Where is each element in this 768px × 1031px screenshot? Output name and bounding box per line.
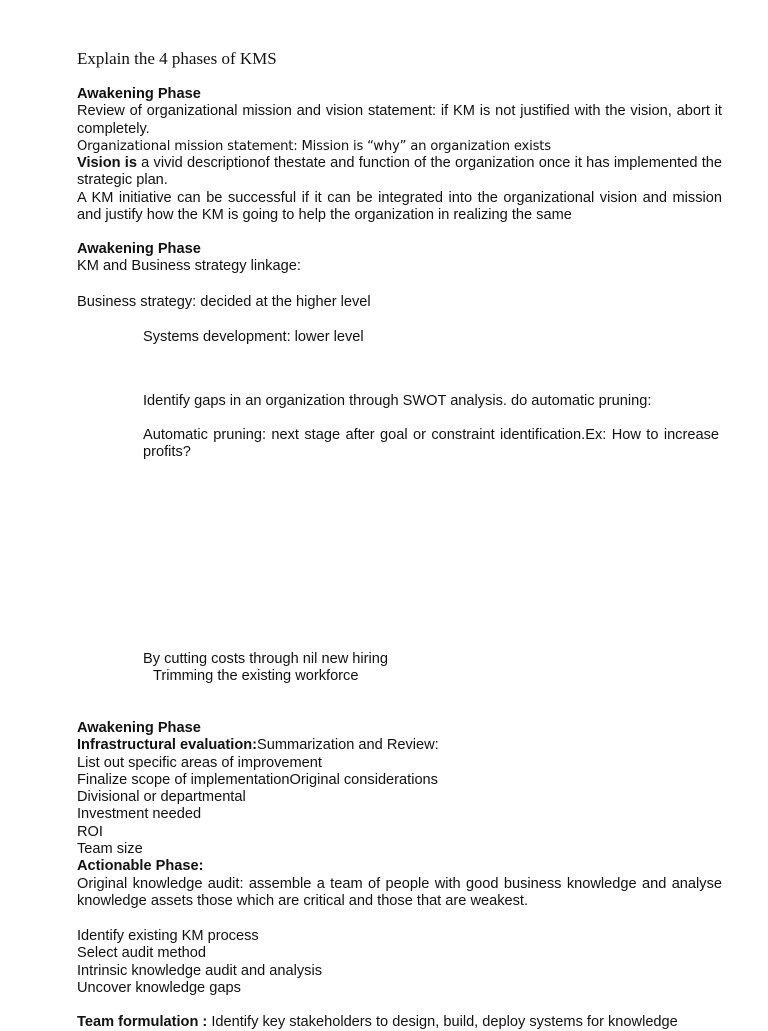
paragraph: [77, 1014, 722, 1031]
list-item: Intrinsic knowledge audit and analysis: [77, 962, 322, 979]
paragraph: Original knowledge audit: assemble a team of people with good business knowledge and analyse knowledge assets those which are critical and those that are weakest.: [77, 875, 722, 909]
bold-term: Team formulation :: [77, 1014, 208, 1030]
document-page: [77, 0, 722, 1030]
list-item: List out specific areas of improvement: [77, 754, 322, 771]
paragraph: [77, 737, 722, 754]
list-item: Investment needed: [77, 806, 202, 823]
paragraph: Trimming the existing workforce: [153, 668, 359, 684]
paragraph: Business strategy: decided at the higher level: [77, 294, 371, 310]
paragraph: Organizational mission statement: Mission is “why” an organization exists: [77, 138, 551, 154]
list-item: Identify existing KM process: [77, 928, 259, 944]
bold-term: Vision is: [77, 155, 137, 172]
list-item: Finalize scope of implementationOriginal considerations: [77, 771, 438, 788]
section-awakening-strategy: [77, 241, 722, 276]
list-item: ROI: [77, 823, 103, 840]
paragraph: Automatic pruning: next stage after goal or constraint identification.Ex: How to increase profits?: [143, 427, 719, 461]
paragraph-text: a vivid descriptionof thestate and function of the organization once it has implemented the strategic plan.: [77, 155, 722, 189]
paragraph-text: Identify key stakeholders to design, build, deploy systems for knowledge: [207, 1014, 678, 1030]
paragraph: Systems development: lower level: [143, 329, 364, 345]
list-item: Uncover knowledge gaps: [77, 979, 241, 996]
paragraph: KM and Business strategy linkage:: [77, 258, 301, 275]
paragraph-text: Summarization and Review:: [257, 737, 439, 754]
paragraph: Review of organizational mission and vision statement: if KM is not justified with the vision, abort it completely.: [77, 103, 722, 137]
list-item: Divisional or departmental: [77, 789, 246, 806]
bold-term: Infrastructural evaluation:: [77, 737, 258, 754]
paragraph: By cutting costs through nil new hiring: [143, 651, 388, 667]
paragraph: Identify gaps in an organization through SWOT analysis. do automatic pruning:: [143, 393, 652, 409]
paragraph-line: [77, 1014, 722, 1031]
section-awakening-infrastructure: [77, 720, 722, 910]
section-heading: Awakening Phase: [77, 720, 201, 736]
section-awakening-mission-vision: [77, 86, 722, 224]
section-heading: Awakening Phase: [77, 86, 201, 102]
section-heading: Actionable Phase:: [77, 858, 204, 875]
page-title: Explain the 4 phases of KMS: [77, 49, 277, 68]
paragraph: [77, 155, 722, 190]
section-actionable-list: [77, 928, 722, 997]
section-heading: Awakening Phase: [77, 241, 201, 257]
list-item: Team size: [77, 841, 143, 858]
paragraph: A KM initiative can be successful if it can be integrated into the organizational vision and mission and justify how the KM is going to help the organization in realizing the same: [77, 189, 722, 224]
list-item: Select audit method: [77, 945, 206, 962]
